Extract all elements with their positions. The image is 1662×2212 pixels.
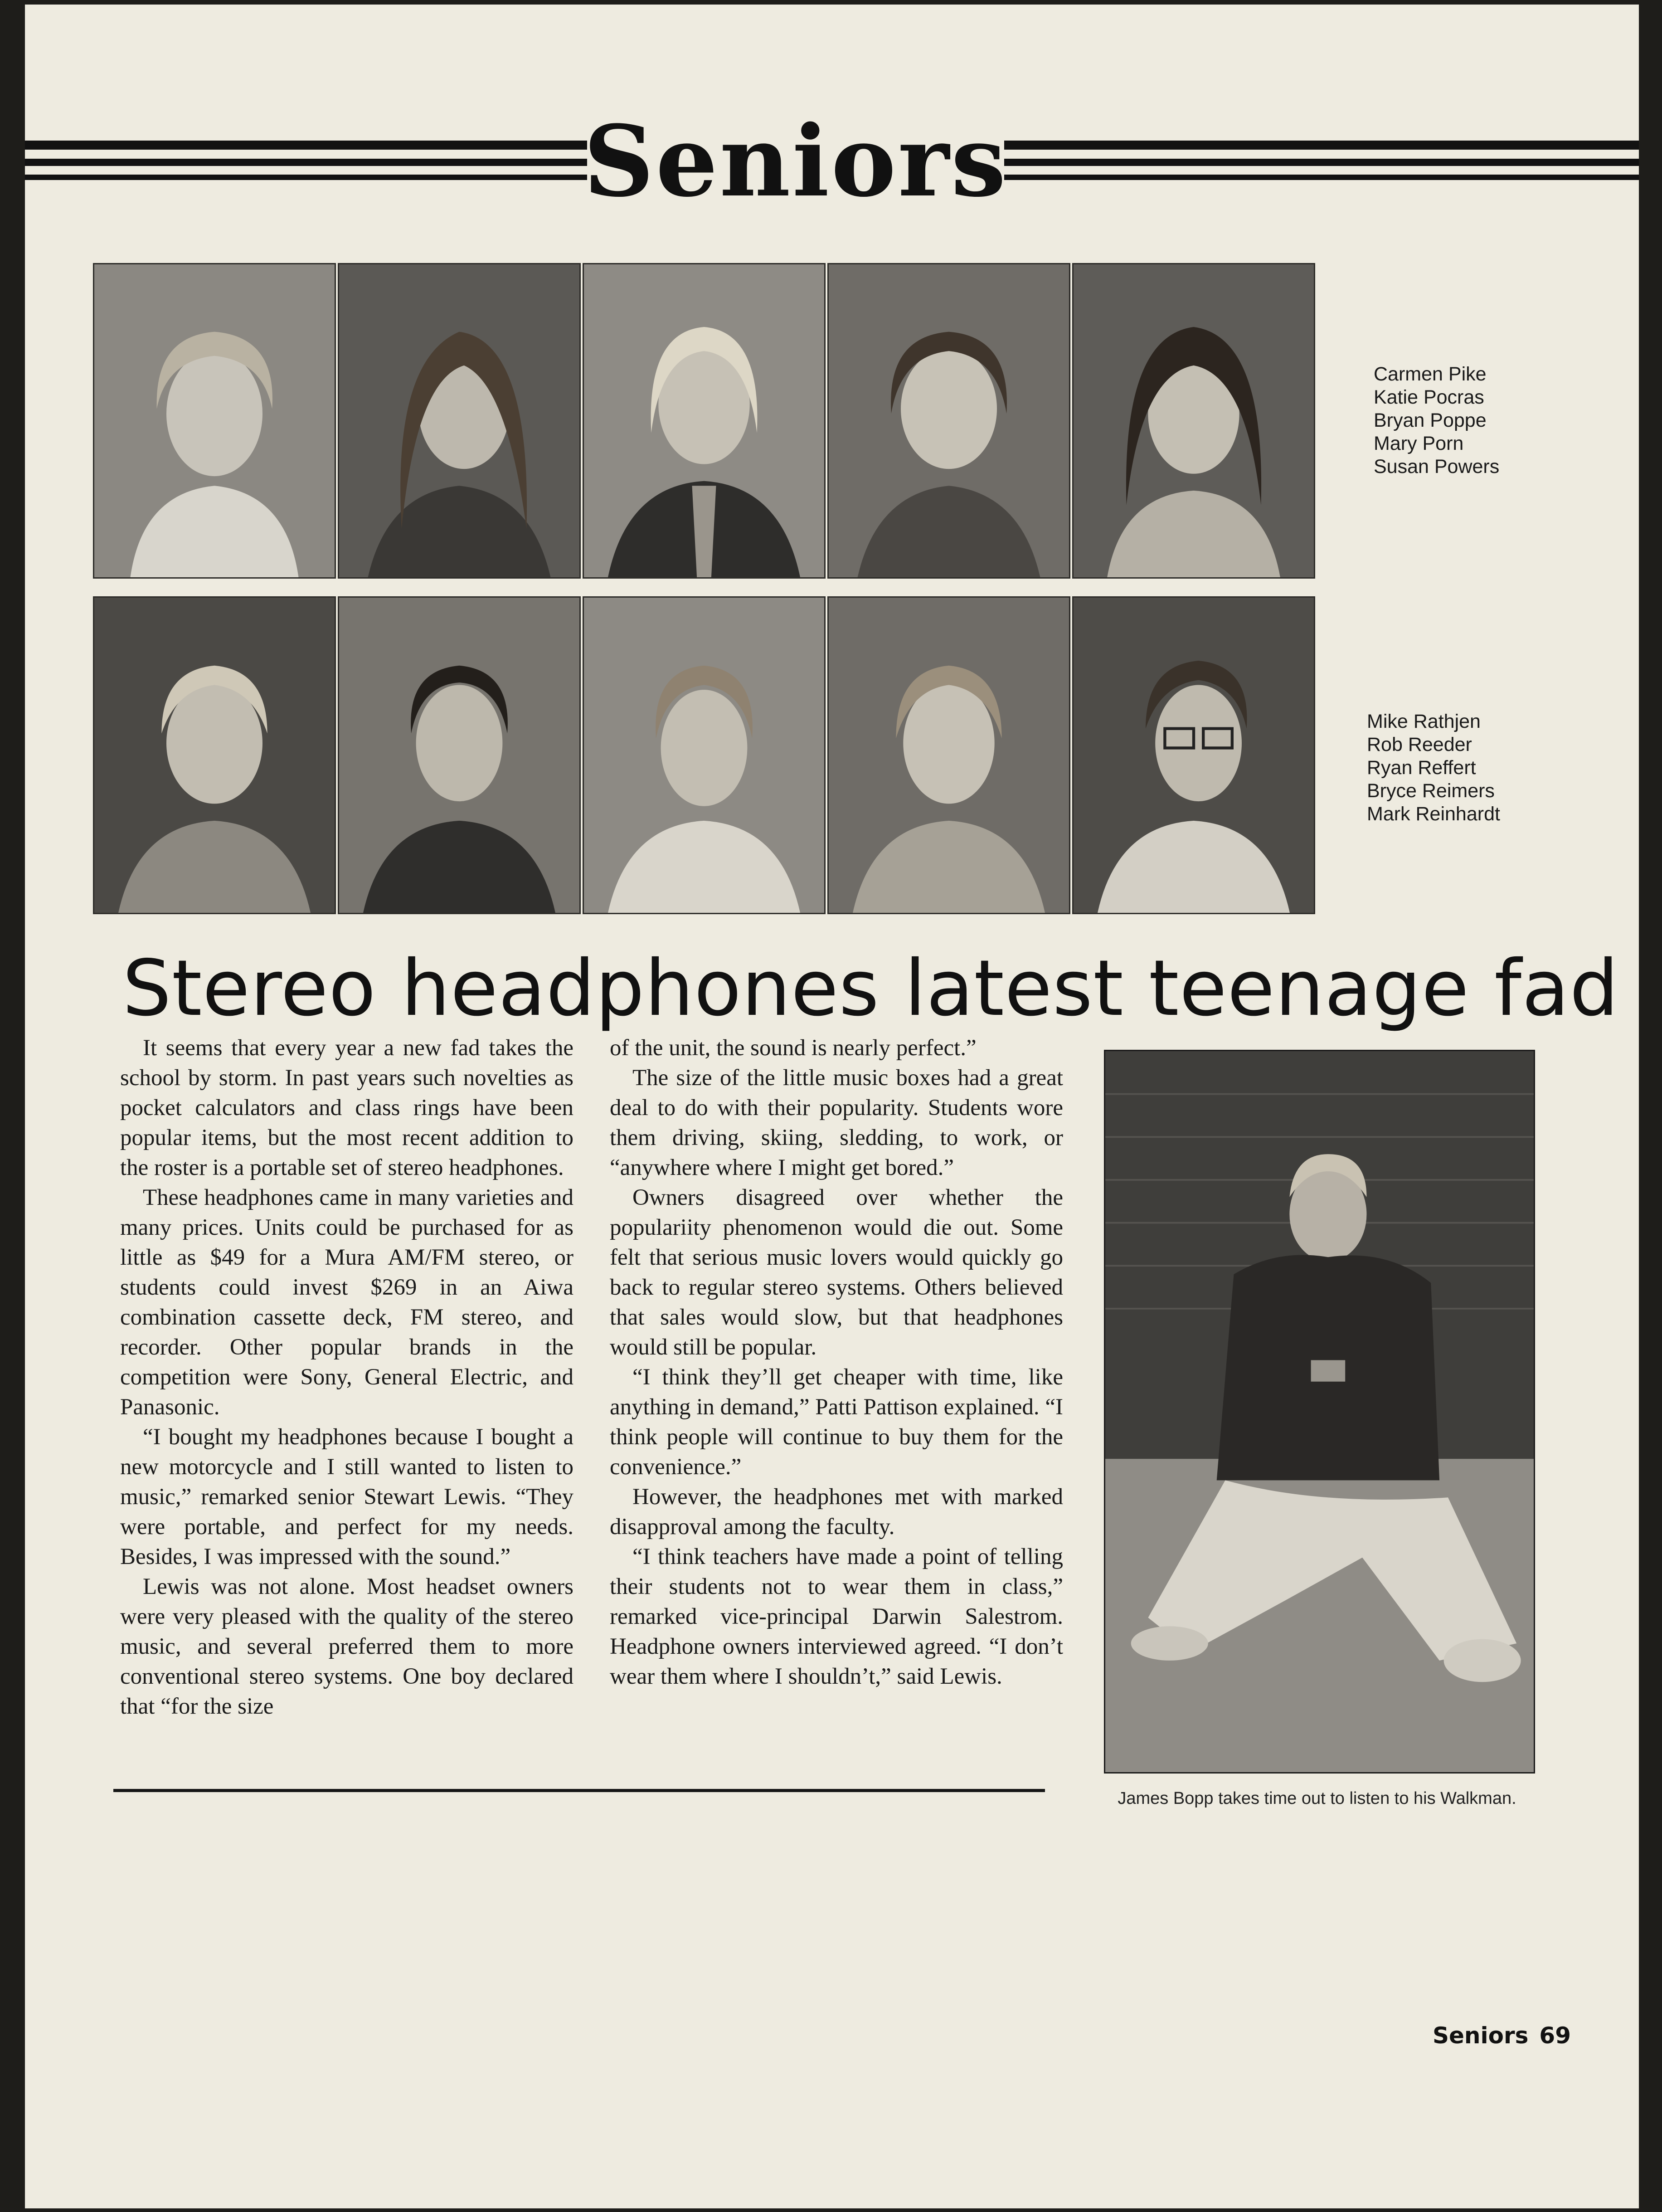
row1-name-list — [1374, 363, 1499, 478]
portrait-photo — [827, 596, 1070, 914]
section-title: Seniors — [583, 103, 1008, 219]
portrait-photo — [1072, 596, 1315, 914]
student-name: Carmen Pike — [1374, 363, 1487, 385]
article-paragraph: Owners disagreed over whether the populariity phenomenon would die out. Some felt that serious music lovers would quickly go back to regular stereo systems. Others believed that sales would slow, but that headphones would still be popular. — [610, 1185, 1063, 1360]
portrait-photo — [338, 263, 581, 579]
folio-section: Seniors — [1432, 2022, 1529, 2049]
row2-name-list — [1367, 710, 1500, 826]
article-bottom-rule — [113, 1789, 1045, 1792]
article-paragraph-continuation: of the unit, the sound is nearly perfect.” — [610, 1035, 977, 1061]
yearbook-page — [25, 5, 1639, 2208]
article-paragraph: Lewis was not alone. Most headset owners were very pleased with the quality of the stereo music, and several preferred them to more conventional stereo systems. One boy declared that “for the size — [120, 1574, 573, 1719]
article-column-2 — [610, 1033, 1063, 1691]
photo-caption: James Bopp takes time out to listen to his Walkman. — [1118, 1789, 1516, 1808]
article-paragraph: These headphones came in many varieties and many prices. Units could be purchased for as little as $49 for a Mura AM/FM stereo, or students could invest $269 in an Aiwa combination cassette deck, FM stereo, and recorder. Other popular brands in the competition were Sony, General Electric, and Panasonic. — [120, 1185, 573, 1420]
page-folio — [1390, 2022, 1571, 2049]
article-paragraph: However, the headphones met with marked disapproval among the faculty. — [610, 1484, 1063, 1540]
student-name: Susan Powers — [1374, 456, 1500, 477]
student-name: Katie Pocras — [1374, 386, 1484, 408]
feature-photo — [1104, 1050, 1535, 1773]
portrait-photo — [827, 263, 1070, 579]
page-number: 69 — [1539, 2022, 1571, 2049]
article-paragraph: “I bought my headphones because I bought a new motorcycle and I still wanted to listen to music,” remarked senior Stewart Lewis. “They were portable, and perfect for my needs. Besides, I was impressed with the sound.” — [120, 1424, 573, 1569]
article-paragraph: The size of the little music boxes had a great deal to do with their popularity. Students wore them driving, skiing, sledding, to work, or “anywhere where I might get bored.” — [610, 1065, 1063, 1180]
student-name: Bryce Reimers — [1367, 780, 1495, 802]
student-name: Rob Reeder — [1367, 734, 1472, 755]
article-paragraph: It seems that every year a new fad takes the school by storm. In past years such novelties as pocket calculators and class rings have been popular items, but the most recent addition to the roster is a portable set of stereo headphones. — [120, 1035, 573, 1180]
article-headline: Stereo headphones latest teenage fad — [122, 944, 1619, 1033]
student-name: Bryan Poppe — [1374, 409, 1487, 431]
student-name: Mary Porn — [1374, 433, 1464, 454]
portrait-photo — [1072, 263, 1315, 579]
portrait-photo — [583, 263, 826, 579]
portrait-photo — [338, 596, 581, 914]
student-name: Mike Rathjen — [1367, 711, 1481, 732]
student-name: Mark Reinhardt — [1367, 803, 1500, 825]
student-name: Ryan Reffert — [1367, 757, 1476, 779]
article-paragraph: “I think teachers have made a point of telling their students not to wear them in class,” remarked vice-principal Darwin Salestrom. Headphone owners interviewed agreed. “I don’t wear them where I shouldn’t,” said Lewis. — [610, 1544, 1063, 1689]
portrait-photo — [583, 596, 826, 914]
portrait-photo — [93, 596, 336, 914]
portrait-photo — [93, 263, 336, 579]
article-paragraph: “I think they’ll get cheaper with time, like anything in demand,” Patti Pattison explained. “I think people will continue to buy them for the convenience.” — [610, 1364, 1063, 1480]
article-column-1 — [120, 1033, 573, 1721]
